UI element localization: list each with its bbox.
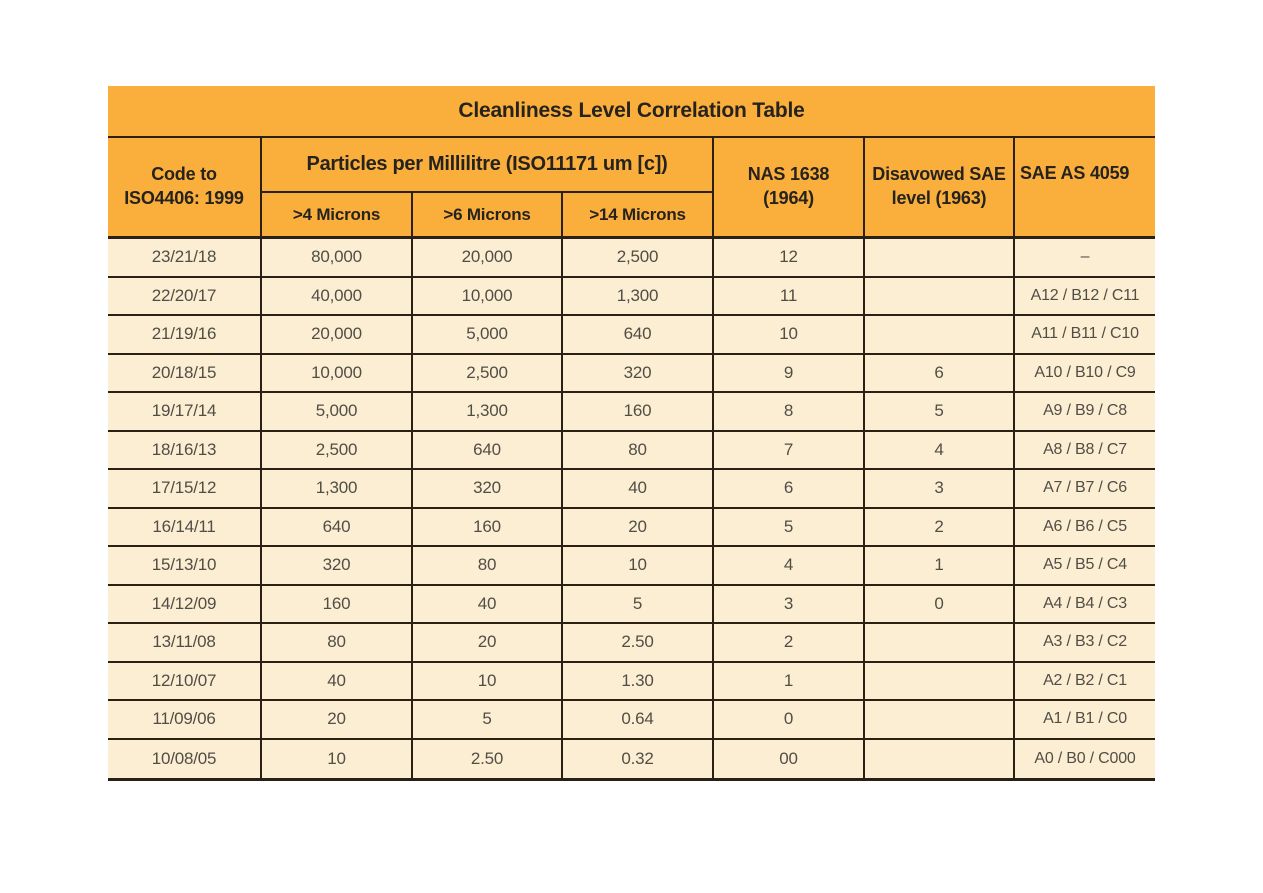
table-row bbox=[108, 278, 1155, 317]
table-row bbox=[108, 740, 1155, 779]
cleanliness-correlation-table bbox=[108, 86, 1155, 781]
table-cell: A8 / B8 / C7 bbox=[1043, 440, 1127, 458]
table-cell: A7 / B7 / C6 bbox=[1043, 479, 1127, 497]
table-cell: 2 bbox=[865, 509, 1015, 546]
table-cell: 1.30 bbox=[563, 663, 714, 700]
table-cell: 10 bbox=[413, 663, 563, 700]
table-row bbox=[108, 432, 1155, 471]
table-cell bbox=[865, 663, 1015, 700]
table-cell: 20 bbox=[262, 701, 413, 738]
table-cell: A0 / B0 / C000 bbox=[1034, 749, 1136, 767]
header-nas-line2: (1964) bbox=[763, 188, 814, 208]
table-cell: 00 bbox=[714, 740, 865, 779]
table-cell: 6 bbox=[714, 470, 865, 507]
table-cell: 23/21/18 bbox=[108, 239, 262, 276]
table-cell: 6 bbox=[865, 355, 1015, 392]
table-cell: 1,300 bbox=[262, 470, 413, 507]
table-cell: 2.50 bbox=[563, 624, 714, 661]
table-cell: 0.32 bbox=[563, 740, 714, 779]
table-cell: 1 bbox=[865, 547, 1015, 584]
table-cell bbox=[865, 278, 1015, 315]
table-cell: 12 bbox=[714, 239, 865, 276]
table-cell: 4 bbox=[714, 547, 865, 584]
table-cell: 5 bbox=[865, 393, 1015, 430]
header-disavowed-line1: Disavowed SAE bbox=[872, 164, 1006, 185]
table-cell: 80 bbox=[563, 432, 714, 469]
header-code-column bbox=[108, 138, 262, 236]
table-cell: A6 / B6 / C5 bbox=[1043, 517, 1127, 535]
table-cell: 3 bbox=[714, 586, 865, 623]
table-cell: 0 bbox=[865, 586, 1015, 623]
header-disavowed-line2: level (1963) bbox=[891, 188, 987, 208]
table-cell: 2,500 bbox=[413, 355, 563, 392]
table-cell: 10/08/05 bbox=[108, 740, 262, 779]
table-cell: 320 bbox=[262, 547, 413, 584]
table-cell: 2,500 bbox=[262, 432, 413, 469]
header-disavowed-column bbox=[865, 138, 1015, 236]
table-cell: 0.64 bbox=[563, 701, 714, 738]
table-cell: A11 / B11 / C10 bbox=[1031, 325, 1139, 343]
table-cell: 2,500 bbox=[563, 239, 714, 276]
header-code-line1: Code to bbox=[151, 164, 217, 185]
table-cell: 40 bbox=[563, 470, 714, 507]
table-cell: 10,000 bbox=[262, 355, 413, 392]
header-4-microns: >4 Microns bbox=[262, 193, 413, 236]
table-cell bbox=[865, 740, 1015, 779]
table-cell: 80,000 bbox=[262, 239, 413, 276]
table-cell: 320 bbox=[413, 470, 563, 507]
header-sae-column: SAE AS 4059 bbox=[1020, 163, 1130, 183]
table-cell bbox=[865, 239, 1015, 276]
table-cell: 10 bbox=[714, 316, 865, 353]
table-cell: 1 bbox=[714, 663, 865, 700]
table-cell: 40,000 bbox=[262, 278, 413, 315]
table-cell bbox=[865, 316, 1015, 353]
table-cell: 5,000 bbox=[262, 393, 413, 430]
table-cell: 5 bbox=[563, 586, 714, 623]
table-cell: 10 bbox=[262, 740, 413, 779]
table-cell: 2.50 bbox=[413, 740, 563, 779]
header-nas-line1: NAS 1638 bbox=[747, 164, 830, 185]
header-nas-column bbox=[714, 138, 865, 236]
table-cell: 1,300 bbox=[413, 393, 563, 430]
table-cell: 1,300 bbox=[563, 278, 714, 315]
table-cell: 10 bbox=[563, 547, 714, 584]
table-header bbox=[108, 138, 1155, 239]
table-cell: 20,000 bbox=[262, 316, 413, 353]
table-cell: A5 / B5 / C4 bbox=[1043, 556, 1127, 574]
table-row bbox=[108, 663, 1155, 702]
header-code-line2: ISO4406: 1999 bbox=[124, 188, 244, 208]
table-row bbox=[108, 470, 1155, 509]
table-cell: 40 bbox=[413, 586, 563, 623]
table-cell: 2 bbox=[714, 624, 865, 661]
table-cell: 3 bbox=[865, 470, 1015, 507]
table-cell: 12/10/07 bbox=[108, 663, 262, 700]
table-body bbox=[108, 239, 1155, 781]
table-cell: A3 / B3 / C2 bbox=[1043, 633, 1127, 651]
header-particles-label: Particles per Millilitre (ISO11171 um [c]) bbox=[262, 138, 712, 193]
table-cell: 640 bbox=[262, 509, 413, 546]
table-cell: 10,000 bbox=[413, 278, 563, 315]
table-cell: 4 bbox=[865, 432, 1015, 469]
table-cell: 80 bbox=[262, 624, 413, 661]
table-row bbox=[108, 316, 1155, 355]
table-row bbox=[108, 509, 1155, 548]
table-cell: 160 bbox=[563, 393, 714, 430]
table-cell: 320 bbox=[563, 355, 714, 392]
table-cell: 40 bbox=[262, 663, 413, 700]
table-cell: 5 bbox=[413, 701, 563, 738]
table-cell: 15/13/10 bbox=[108, 547, 262, 584]
table-cell: 160 bbox=[413, 509, 563, 546]
table-cell: 8 bbox=[714, 393, 865, 430]
table-cell bbox=[865, 701, 1015, 738]
table-cell: A9 / B9 / C8 bbox=[1043, 402, 1127, 420]
table-cell: 13/11/08 bbox=[108, 624, 262, 661]
table-cell: 640 bbox=[563, 316, 714, 353]
table-cell: 11 bbox=[714, 278, 865, 315]
table-row bbox=[108, 547, 1155, 586]
table-cell: A1 / B1 / C0 bbox=[1043, 710, 1127, 728]
table-cell: 16/14/11 bbox=[108, 509, 262, 546]
table-cell: A2 / B2 / C1 bbox=[1043, 671, 1127, 689]
table-cell: 11/09/06 bbox=[108, 701, 262, 738]
table-cell: 22/20/17 bbox=[108, 278, 262, 315]
table-row bbox=[108, 586, 1155, 625]
table-cell: – bbox=[1080, 248, 1090, 266]
header-6-microns: >6 Microns bbox=[413, 193, 563, 236]
table-cell: 18/16/13 bbox=[108, 432, 262, 469]
table-row bbox=[108, 701, 1155, 740]
table-cell: A10 / B10 / C9 bbox=[1034, 363, 1136, 381]
table-cell: 9 bbox=[714, 355, 865, 392]
table-cell: 19/17/14 bbox=[108, 393, 262, 430]
table-cell: 21/19/16 bbox=[108, 316, 262, 353]
table-cell: 5,000 bbox=[413, 316, 563, 353]
table-cell: 640 bbox=[413, 432, 563, 469]
table-row bbox=[108, 624, 1155, 663]
table-cell: 14/12/09 bbox=[108, 586, 262, 623]
table-cell: 20 bbox=[563, 509, 714, 546]
header-microns-row bbox=[262, 193, 712, 236]
table-cell: 160 bbox=[262, 586, 413, 623]
table-cell: 80 bbox=[413, 547, 563, 584]
table-cell: A4 / B4 / C3 bbox=[1043, 594, 1127, 612]
header-particles-group bbox=[262, 138, 714, 236]
table-cell: 17/15/12 bbox=[108, 470, 262, 507]
table-cell: 5 bbox=[714, 509, 865, 546]
table-cell: 20,000 bbox=[413, 239, 563, 276]
table-row bbox=[108, 393, 1155, 432]
table-cell: 0 bbox=[714, 701, 865, 738]
table-cell bbox=[865, 624, 1015, 661]
header-14-microns: >14 Microns bbox=[589, 204, 686, 224]
table-cell: 20 bbox=[413, 624, 563, 661]
table-cell: 20/18/15 bbox=[108, 355, 262, 392]
table-cell: 7 bbox=[714, 432, 865, 469]
table-row bbox=[108, 355, 1155, 394]
table-row bbox=[108, 239, 1155, 278]
table-title: Cleanliness Level Correlation Table bbox=[108, 86, 1155, 138]
table-cell: A12 / B12 / C11 bbox=[1030, 286, 1140, 304]
